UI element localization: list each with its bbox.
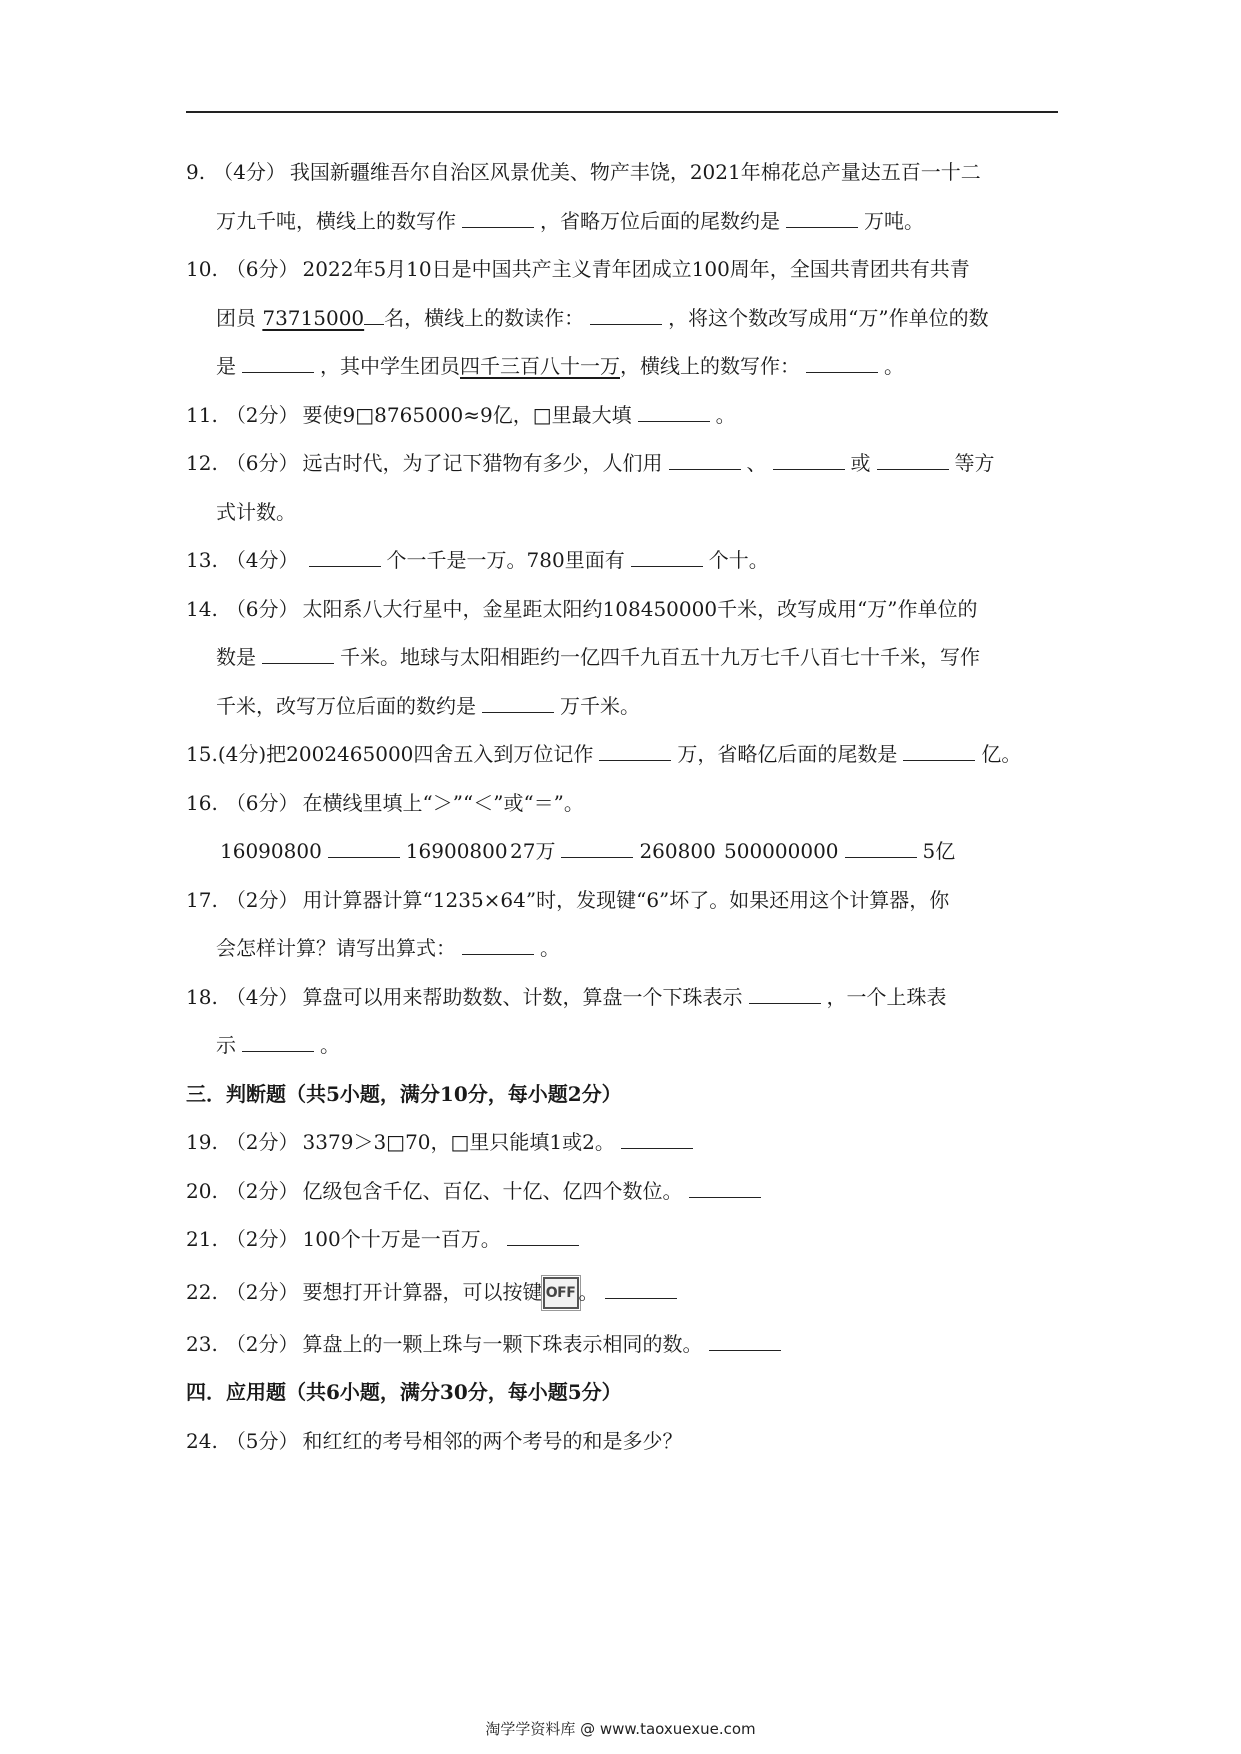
- question-points: （4分）: [213, 160, 286, 184]
- question-number: 16.: [186, 790, 218, 815]
- question-text: 把2002465000四舍五入到万位记作: [266, 742, 594, 766]
- question-text: 算盘可以用来帮助数数、计数，算盘一个下珠表示: [302, 984, 743, 1009]
- question-text: 或: [850, 451, 871, 475]
- question-text: 。: [578, 1279, 599, 1304]
- answer-blank[interactable]: [689, 1175, 761, 1198]
- question-text: 千米，改写万位后面的数约是: [216, 693, 476, 718]
- question-points: （2分）: [225, 1279, 299, 1304]
- question-text: 要想打开计算器，可以按键: [302, 1279, 543, 1304]
- underlined-number: 73715000: [262, 305, 365, 330]
- comparison-3: [724, 827, 955, 876]
- question-text: 团员: [216, 305, 256, 330]
- answer-blank[interactable]: [845, 835, 917, 858]
- comparison-2: [510, 827, 724, 876]
- question-14: [186, 585, 1056, 634]
- answer-blank[interactable]: [328, 835, 400, 858]
- answer-blank[interactable]: [462, 205, 534, 228]
- answer-blank[interactable]: [749, 981, 821, 1004]
- compare-right: 260800: [639, 839, 716, 863]
- question-number: 22.: [186, 1279, 218, 1304]
- question-10-cont: [186, 294, 1056, 343]
- question-text: ，一个上珠表: [826, 984, 947, 1009]
- question-text: 示: [216, 1033, 236, 1057]
- question-points: （6分）: [225, 790, 299, 815]
- question-number: 13.: [186, 548, 218, 572]
- question-number: 10.: [186, 257, 218, 281]
- question-10: [186, 245, 1056, 294]
- answer-blank[interactable]: [669, 447, 741, 470]
- question-number: 12.: [186, 451, 218, 475]
- question-number: 24.: [186, 1428, 218, 1453]
- question-number: 23.: [186, 1331, 218, 1356]
- question-text: 、: [746, 451, 767, 475]
- question-points: （2分）: [225, 1331, 299, 1356]
- answer-blank[interactable]: [709, 1328, 781, 1351]
- question-text: 在横线里填上“＞”“＜”或“＝”。: [302, 790, 584, 815]
- section-3-heading: 三．判断题（共5小题，满分10分，每小题2分）: [186, 1081, 622, 1106]
- comparison-row: [186, 827, 1056, 876]
- underline-gap: [364, 302, 384, 325]
- question-9: [186, 148, 1056, 197]
- question-points: （4分）: [225, 548, 299, 572]
- compare-right: 16900800: [405, 839, 508, 863]
- question-text: 远古时代，为了记下猎物有多少，人们用: [302, 451, 663, 475]
- question-text: 亿级包含千亿、百亿、十亿、亿四个数位。: [302, 1178, 683, 1203]
- question-text: 2022年5月10日是中国共产主义青年团成立100周年，全国共青团共有共青: [302, 257, 970, 281]
- answer-blank[interactable]: [806, 350, 878, 373]
- off-key-icon: OFF: [543, 1277, 579, 1309]
- question-11: [186, 391, 1056, 440]
- answer-blank[interactable]: [242, 350, 314, 373]
- question-number: 17.: [186, 887, 218, 912]
- question-text: 式计数。: [216, 499, 296, 524]
- answer-blank[interactable]: [903, 738, 975, 761]
- question-text: 名，横线上的数读作：: [384, 305, 585, 330]
- answer-blank[interactable]: [599, 738, 671, 761]
- question-23: [186, 1320, 1056, 1369]
- answer-blank[interactable]: [309, 544, 381, 567]
- question-points: （2分）: [225, 1227, 299, 1251]
- question-number: 15.: [186, 742, 218, 766]
- question-text: 3379＞3□70，□里只能填1或2。: [302, 1130, 615, 1154]
- question-points: （4分）: [225, 984, 299, 1009]
- header-rule: [186, 111, 1058, 113]
- question-text: 算盘上的一颗上珠与一颗下珠表示相同的数。: [302, 1331, 703, 1356]
- answer-blank[interactable]: [877, 447, 949, 470]
- question-number: 20.: [186, 1178, 218, 1203]
- question-points: （5分）: [225, 1428, 299, 1453]
- question-text: ，其中学生团员: [320, 354, 460, 378]
- question-points: （2分）: [225, 1178, 299, 1203]
- question-text: 个一千是一万。780里面有: [386, 548, 625, 572]
- question-text: 是: [216, 354, 236, 378]
- question-18: [186, 973, 1056, 1022]
- question-number: 21.: [186, 1227, 218, 1251]
- answer-blank[interactable]: [262, 641, 334, 664]
- question-text: 数是: [216, 645, 256, 669]
- question-14-cont2: [186, 682, 1056, 731]
- footer-watermark: 淘学学资料库 @ www.taoxuexue.com: [485, 1720, 756, 1738]
- question-text: 。: [884, 354, 904, 378]
- answer-blank[interactable]: [590, 302, 662, 325]
- question-18-cont: [186, 1021, 1056, 1070]
- question-text: 。: [320, 1033, 340, 1057]
- answer-blank[interactable]: [242, 1029, 314, 1052]
- question-14-cont: [186, 633, 1056, 682]
- question-points: （6分）: [225, 596, 299, 621]
- question-text: 要使9□8765000≈9亿，□里最大填: [302, 402, 632, 427]
- question-text: 等方: [954, 451, 995, 475]
- question-22: [186, 1264, 1056, 1320]
- question-12-cont: [186, 488, 1056, 537]
- question-points: （2分）: [225, 887, 299, 912]
- compare-right: 5亿: [922, 839, 956, 863]
- answer-blank[interactable]: [561, 835, 633, 858]
- question-10-cont2: [186, 342, 1056, 391]
- comparison-1: [220, 827, 510, 876]
- question-text: ，省略万位后面的尾数约是: [540, 208, 780, 233]
- question-17: [186, 876, 1056, 925]
- answer-blank[interactable]: [507, 1223, 579, 1246]
- question-17-cont: [186, 924, 1056, 973]
- question-points: （2分）: [225, 1130, 299, 1154]
- question-text: 千米。地球与太阳相距约一亿四千九百五十九万七千八百七十千米，写作: [340, 645, 980, 669]
- question-number: 18.: [186, 984, 218, 1009]
- answer-blank[interactable]: [621, 1126, 693, 1149]
- question-number: 14.: [186, 596, 218, 621]
- compare-left: 16090800: [220, 839, 322, 863]
- question-24: [186, 1417, 1056, 1466]
- question-text: 个十。: [708, 548, 769, 572]
- question-text: 太阳系八大行星中，金星距太阳约108450000千米，改写成用“万”作单位的: [302, 596, 978, 621]
- question-text: 亿。: [981, 742, 1022, 766]
- question-number: 9.: [186, 160, 206, 184]
- question-points: （6分）: [225, 451, 299, 475]
- compare-left: 27万: [510, 839, 556, 863]
- question-number: 19.: [186, 1130, 218, 1154]
- question-text: ，横线上的数写作：: [620, 354, 800, 378]
- question-12: [186, 439, 1056, 488]
- question-text: 会怎样计算？请写出算式：: [216, 936, 456, 960]
- question-21: [186, 1215, 1056, 1264]
- section-4-heading: 四．应用题（共6小题，满分30分，每小题5分）: [186, 1380, 622, 1404]
- answer-blank[interactable]: [631, 544, 703, 567]
- answer-blank[interactable]: [462, 932, 534, 955]
- answer-blank[interactable]: [786, 205, 858, 228]
- answer-blank[interactable]: [482, 690, 554, 713]
- question-13: [186, 536, 1056, 585]
- question-19: [186, 1118, 1056, 1167]
- question-16: [186, 779, 1056, 828]
- question-points: （2分）: [225, 402, 299, 427]
- question-15: [186, 730, 1056, 779]
- question-text: 和红红的考号相邻的两个考号的和是多少？: [302, 1428, 683, 1453]
- question-text: 用计算器计算“1235×64”时，发现键“6”坏了。如果还用这个计算器，你: [302, 887, 950, 912]
- question-text: 万千米。: [560, 693, 640, 718]
- question-text: 。: [715, 402, 736, 427]
- question-20: [186, 1167, 1056, 1216]
- question-text: 。: [540, 936, 560, 960]
- exam-content: [186, 148, 1056, 1465]
- underlined-number: 四千三百八十一万: [460, 354, 620, 378]
- question-text: 我国新疆维吾尔自治区风景优美、物产丰饶，2021年棉花总产量达五百一十二: [289, 160, 981, 184]
- question-text: 100个十万是一百万。: [302, 1227, 501, 1251]
- question-9-cont: [186, 197, 1056, 246]
- question-text: ，将这个数改写成用“万”作单位的数: [668, 305, 989, 330]
- question-text: 万九千吨，横线上的数写作: [216, 208, 456, 233]
- question-number: 11.: [186, 402, 218, 427]
- answer-blank[interactable]: [605, 1276, 677, 1299]
- question-points: （6分）: [225, 257, 299, 281]
- question-points: (4分): [217, 742, 267, 766]
- question-text: 万吨。: [864, 208, 924, 233]
- compare-left: 500000000: [724, 839, 839, 863]
- question-text: 万，省略亿后面的尾数是: [677, 742, 898, 766]
- answer-blank[interactable]: [638, 399, 710, 422]
- answer-blank[interactable]: [773, 447, 845, 470]
